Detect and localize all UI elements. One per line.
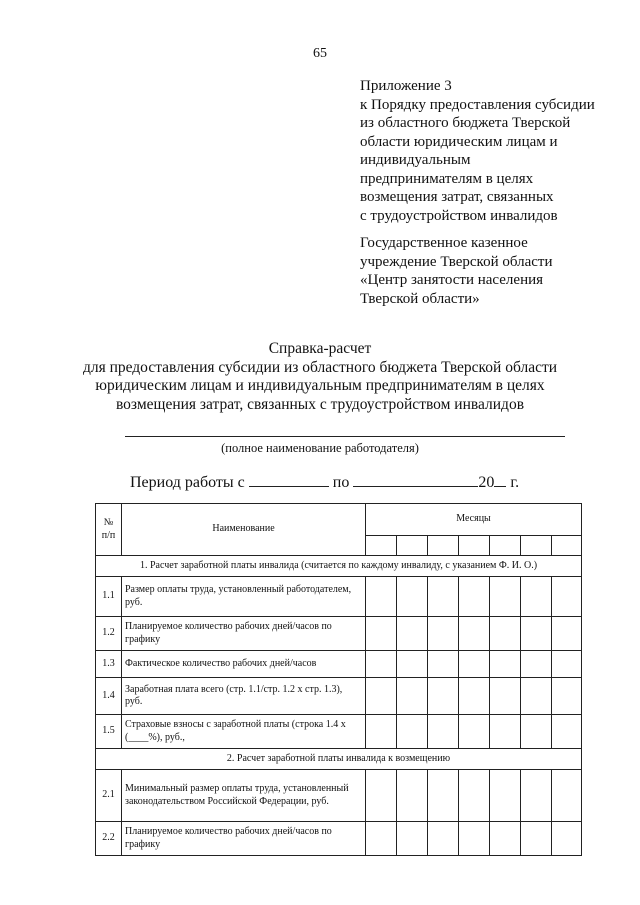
title-line: возмещения затрат, связанных с трудоустройством инвалидов bbox=[115, 395, 525, 413]
section-row bbox=[96, 749, 582, 770]
value-cell[interactable] bbox=[428, 822, 459, 856]
table-row bbox=[96, 577, 582, 617]
month-cell[interactable] bbox=[397, 536, 428, 556]
table-row bbox=[96, 617, 582, 651]
value-cell[interactable] bbox=[397, 678, 428, 715]
header-number: № п/п bbox=[96, 504, 122, 556]
calculation-table bbox=[95, 503, 582, 856]
period-year-prefix: 20 bbox=[478, 474, 495, 491]
value-cell[interactable] bbox=[428, 651, 459, 678]
month-cell[interactable] bbox=[428, 536, 459, 556]
addressee-line: Государственное казенное bbox=[360, 235, 528, 251]
appendix-line: области юридическим лицам и bbox=[360, 133, 558, 150]
month-cell[interactable] bbox=[521, 536, 552, 556]
value-cell[interactable] bbox=[366, 617, 397, 651]
addressee-line: Тверской области» bbox=[360, 290, 480, 307]
appendix-line: к Порядку предоставления субсидии bbox=[360, 96, 595, 113]
period-from-label: Период работы с bbox=[130, 474, 245, 491]
title-heading: Справка-расчет bbox=[268, 340, 372, 357]
page-number: 65 bbox=[313, 46, 327, 61]
value-cell[interactable] bbox=[490, 822, 521, 856]
section-row bbox=[96, 556, 582, 577]
period-year-suffix: г. bbox=[510, 474, 520, 491]
row-name: Минимальный размер оплаты труда, установленный законодательством Российской Федерации, руб. bbox=[122, 770, 366, 822]
appendix-line: из областного бюджета Тверской bbox=[360, 115, 571, 131]
header-months: Месяцы bbox=[366, 504, 582, 536]
appendix-line: возмещения затрат, связанных bbox=[360, 189, 554, 205]
table-row bbox=[96, 770, 582, 822]
value-cell[interactable] bbox=[428, 770, 459, 822]
value-cell[interactable] bbox=[366, 577, 397, 617]
period-to-field[interactable] bbox=[353, 471, 478, 487]
value-cell[interactable] bbox=[552, 651, 582, 678]
row-number: 1.1 bbox=[96, 577, 122, 617]
value-cell[interactable] bbox=[397, 770, 428, 822]
appendix-line: индивидуальным bbox=[360, 152, 471, 168]
value-cell[interactable] bbox=[428, 617, 459, 651]
value-cell[interactable] bbox=[459, 651, 490, 678]
table-header-row bbox=[96, 504, 582, 536]
document-title bbox=[0, 340, 640, 414]
value-cell[interactable] bbox=[428, 577, 459, 617]
period-year-field[interactable] bbox=[494, 471, 506, 487]
title-line: для предоставления субсидии из областного бюджета Тверской области bbox=[82, 358, 558, 376]
month-cell[interactable] bbox=[490, 536, 521, 556]
value-cell[interactable] bbox=[552, 715, 582, 749]
value-cell[interactable] bbox=[366, 715, 397, 749]
value-cell[interactable] bbox=[552, 678, 582, 715]
value-cell[interactable] bbox=[459, 577, 490, 617]
addressee-line: «Центр занятости населения bbox=[360, 272, 544, 288]
value-cell[interactable] bbox=[490, 715, 521, 749]
row-name: Заработная плата всего (стр. 1.1/стр. 1.2 х стр. 1.3), руб. bbox=[122, 678, 366, 715]
value-cell[interactable] bbox=[366, 770, 397, 822]
appendix-line: Приложение 3 bbox=[360, 78, 452, 94]
value-cell[interactable] bbox=[552, 770, 582, 822]
row-name: Размер оплаты труда, установленный работодателем, руб. bbox=[122, 577, 366, 617]
row-number: 1.3 bbox=[96, 651, 122, 678]
row-name: Планируемое количество рабочих дней/часов по графику bbox=[122, 617, 366, 651]
period-from-field[interactable] bbox=[249, 471, 329, 487]
value-cell[interactable] bbox=[459, 678, 490, 715]
addressee-line: учреждение Тверской области bbox=[360, 253, 553, 270]
title-line: юридическим лицам и индивидуальным предпринимателям в целях bbox=[95, 377, 545, 394]
value-cell[interactable] bbox=[552, 577, 582, 617]
value-cell[interactable] bbox=[552, 822, 582, 856]
value-cell[interactable] bbox=[521, 577, 552, 617]
value-cell[interactable] bbox=[459, 770, 490, 822]
value-cell[interactable] bbox=[459, 617, 490, 651]
appendix-line: с трудоустройством инвалидов bbox=[360, 207, 558, 224]
month-cell[interactable] bbox=[366, 536, 397, 556]
value-cell[interactable] bbox=[521, 651, 552, 678]
value-cell[interactable] bbox=[521, 770, 552, 822]
value-cell[interactable] bbox=[490, 678, 521, 715]
value-cell[interactable] bbox=[490, 577, 521, 617]
table-row bbox=[96, 651, 582, 678]
row-number: 2.2 bbox=[96, 822, 122, 856]
section-title: 2. Расчет заработной платы инвалида к возмещению bbox=[96, 749, 582, 770]
header-name: Наименование bbox=[122, 504, 366, 556]
value-cell[interactable] bbox=[397, 822, 428, 856]
value-cell[interactable] bbox=[521, 678, 552, 715]
row-number: 2.1 bbox=[96, 770, 122, 822]
table-row bbox=[96, 822, 582, 856]
value-cell[interactable] bbox=[490, 770, 521, 822]
month-cell[interactable] bbox=[552, 536, 582, 556]
value-cell[interactable] bbox=[552, 617, 582, 651]
value-cell[interactable] bbox=[490, 617, 521, 651]
value-cell[interactable] bbox=[521, 715, 552, 749]
row-name: Фактическое количество рабочих дней/часов bbox=[122, 651, 366, 678]
value-cell[interactable] bbox=[428, 678, 459, 715]
work-period-row bbox=[130, 471, 519, 492]
row-number: 1.5 bbox=[96, 715, 122, 749]
value-cell[interactable] bbox=[366, 678, 397, 715]
row-number: 1.4 bbox=[96, 678, 122, 715]
employer-name-field[interactable] bbox=[125, 436, 565, 437]
value-cell[interactable] bbox=[521, 822, 552, 856]
value-cell[interactable] bbox=[490, 651, 521, 678]
period-to-label: по bbox=[332, 474, 350, 491]
value-cell[interactable] bbox=[397, 715, 428, 749]
addressee-block bbox=[360, 234, 630, 308]
month-cell[interactable] bbox=[459, 536, 490, 556]
appendix-line: предпринимателям в целях bbox=[360, 170, 534, 187]
value-cell[interactable] bbox=[366, 651, 397, 678]
value-cell[interactable] bbox=[397, 617, 428, 651]
appendix-block bbox=[360, 77, 630, 225]
value-cell[interactable] bbox=[366, 822, 397, 856]
value-cell[interactable] bbox=[397, 651, 428, 678]
value-cell[interactable] bbox=[428, 715, 459, 749]
row-name: Страховые взносы с заработной платы (строка 1.4 х (____%), руб., bbox=[122, 715, 366, 749]
value-cell[interactable] bbox=[459, 822, 490, 856]
employer-caption: (полное наименование работодателя) bbox=[221, 441, 419, 455]
row-number: 1.2 bbox=[96, 617, 122, 651]
value-cell[interactable] bbox=[397, 577, 428, 617]
section-title: 1. Расчет заработной платы инвалида (считается по каждому инвалиду, с указанием Ф. И. О.) bbox=[96, 556, 582, 577]
value-cell[interactable] bbox=[521, 617, 552, 651]
value-cell[interactable] bbox=[459, 715, 490, 749]
row-name: Планируемое количество рабочих дней/часов по графику bbox=[122, 822, 366, 856]
table-row bbox=[96, 678, 582, 715]
table-row bbox=[96, 715, 582, 749]
